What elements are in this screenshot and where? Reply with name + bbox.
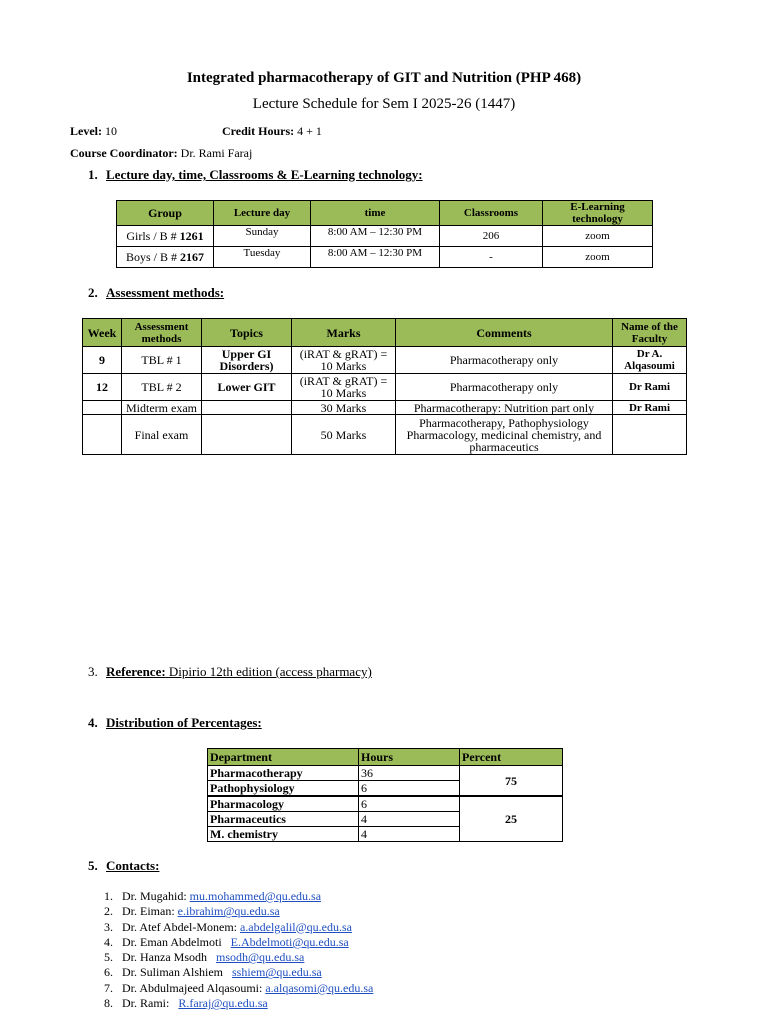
email-link[interactable]: e.ibrahim@qu.edu.sa <box>177 904 280 919</box>
group-cell: Boys / B # 2167 <box>117 247 214 268</box>
section1-heading: 1. Lecture day, time, Classrooms & E-Learning technology: <box>88 167 423 182</box>
lecture-day-cell: Sunday <box>214 226 311 247</box>
table-header-row <box>83 319 687 347</box>
time-cell: 8:00 AM – 12:30 PM <box>311 226 440 247</box>
col-header: Lecture day <box>214 201 311 226</box>
classroom-cell: 206 <box>440 226 543 247</box>
percent-cell: 25 <box>460 796 563 842</box>
section4-heading: 4. Distribution of Percentages: <box>88 715 262 730</box>
table-row <box>83 401 687 415</box>
col-header: Percent <box>460 749 563 766</box>
method-cell: Midterm exam <box>122 401 202 415</box>
email-link[interactable]: a.abdelgalil@qu.edu.sa <box>239 919 352 934</box>
list-item: 5. Dr. Hanza Msodh msodh@qu.edu.sa <box>104 950 305 965</box>
topic-cell: Upper GI Disorders) <box>202 347 292 374</box>
faculty-cell: Dr Rami <box>613 401 687 415</box>
coordinator-line <box>70 146 252 161</box>
classroom-cell: - <box>440 247 543 268</box>
hours-cell: 6 <box>359 796 460 812</box>
col-header: Comments <box>396 319 613 347</box>
coordinator-value: Dr. Rami Faraj <box>180 146 253 160</box>
credit-hours-value: 4 + 1 <box>297 124 322 138</box>
contacts-list <box>104 889 373 1011</box>
marks-cell: (iRAT & gRAT) = 10 Marks <box>292 347 396 374</box>
table-row <box>208 766 563 781</box>
week-cell <box>83 401 122 415</box>
section5-heading: 5. Contacts: <box>88 858 160 873</box>
marks-cell: 50 Marks <box>292 415 396 455</box>
list-item: 8. Dr. Rami: R.faraj@qu.edu.sa <box>104 996 268 1011</box>
department-cell: Pathophysiology <box>208 781 359 797</box>
method-cell: TBL # 1 <box>122 347 202 374</box>
comments-cell: Pharmacotherapy only <box>396 347 613 374</box>
col-header: Assessment methods <box>122 319 202 347</box>
table-row <box>83 347 687 374</box>
method-cell: Final exam <box>122 415 202 455</box>
document-title: Integrated pharmacotherapy of GIT and Nutrition (PHP 468) <box>186 70 582 86</box>
list-item: 6. Dr. Suliman Alshiem sshiem@qu.edu.sa <box>104 965 322 980</box>
document-subtitle: Lecture Schedule for Sem I 2025-26 (1447) <box>252 96 516 112</box>
group-cell: Girls / B # 1261 <box>117 226 214 247</box>
table-row <box>117 247 653 268</box>
distribution-table <box>207 748 563 842</box>
col-header: Topics <box>202 319 292 347</box>
col-header: Week <box>83 319 122 347</box>
level-value: 10 <box>105 124 117 138</box>
elearning-cell: zoom <box>543 226 653 247</box>
elearning-cell: zoom <box>543 247 653 268</box>
week-cell: 12 <box>83 374 122 401</box>
email-link[interactable]: mu.mohammed@qu.edu.sa <box>189 889 322 903</box>
percent-cell: 75 <box>460 766 563 797</box>
topic-cell <box>202 415 292 455</box>
reference-value: Dipirio 12th edition (access pharmacy) <box>168 664 372 679</box>
table-header-row <box>117 201 653 226</box>
faculty-cell <box>613 415 687 455</box>
department-cell: Pharmacotherapy <box>208 766 359 781</box>
table-row <box>83 415 687 455</box>
marks-cell: (iRAT & gRAT) = 10 Marks <box>292 374 396 401</box>
credit-hours-line <box>222 124 322 139</box>
hours-cell: 4 <box>359 812 460 827</box>
hours-cell: 36 <box>359 766 460 781</box>
coordinator-label: Course Coordinator: <box>70 146 178 160</box>
list-item: 2. Dr. Eiman: e.ibrahim@qu.edu.sa <box>104 904 280 919</box>
hours-cell: 6 <box>359 781 460 797</box>
reference-label: Reference: <box>106 664 166 679</box>
hours-cell: 4 <box>359 827 460 842</box>
col-header: Name of the Faculty <box>613 319 687 347</box>
level-line <box>70 124 117 139</box>
faculty-cell: Dr Rami <box>613 374 687 401</box>
list-item: 7. Dr. Abdulmajeed Alqasoumi: a.alqasomi@qu.edu.sa <box>104 980 374 995</box>
email-link[interactable]: E.Abdelmoti@qu.edu.sa <box>230 934 349 949</box>
table-header-row <box>208 749 563 766</box>
time-cell: 8:00 AM – 12:30 PM <box>311 247 440 268</box>
table-row <box>83 374 687 401</box>
department-cell: Pharmaceutics <box>208 812 359 827</box>
topic-cell: Lower GIT <box>202 374 292 401</box>
section2-heading: 2. Assessment methods: <box>88 285 225 300</box>
col-header: Classrooms <box>440 201 543 226</box>
comments-cell: Pharmacotherapy, Pathophysiology Pharmacology, medicinal chemistry, and pharmaceutics <box>396 415 613 455</box>
list-item: 4. Dr. Eman Abdelmoti E.Abdelmoti@qu.edu.sa <box>104 934 349 949</box>
credit-hours-label: Credit Hours: <box>222 124 295 138</box>
email-link[interactable]: R.faraj@qu.edu.sa <box>178 996 268 1011</box>
table-row <box>117 226 653 247</box>
email-link[interactable]: msodh@qu.edu.sa <box>215 950 305 965</box>
list-item: 1. Dr. Mugahid: mu.mohammed@qu.edu.sa <box>104 889 322 903</box>
department-cell: M. chemistry <box>208 827 359 842</box>
list-item: 3. Dr. Atef Abdel-Monem: a.abdelgalil@qu.edu.sa <box>104 919 352 934</box>
lecture-day-cell: Tuesday <box>214 247 311 268</box>
email-link[interactable]: sshiem@qu.edu.sa <box>232 965 322 980</box>
level-label: Level: <box>70 124 102 138</box>
col-header: time <box>311 201 440 226</box>
table-row <box>208 796 563 812</box>
col-header: E-Learning technology <box>543 201 653 226</box>
topic-cell <box>202 401 292 415</box>
faculty-cell: Dr A. Alqasoumi <box>613 347 687 374</box>
comments-cell: Pharmacotherapy only <box>396 374 613 401</box>
section3-reference: 3. Reference: Dipirio 12th edition (access pharmacy) <box>88 664 372 679</box>
marks-cell: 30 Marks <box>292 401 396 415</box>
assessment-methods-table <box>82 318 687 455</box>
week-cell <box>83 415 122 455</box>
lecture-schedule-table <box>116 200 653 268</box>
col-header: Group <box>117 201 214 226</box>
col-header: Department <box>208 749 359 766</box>
col-header: Hours <box>359 749 460 766</box>
method-cell: TBL # 2 <box>122 374 202 401</box>
comments-cell: Pharmacotherapy: Nutrition part only <box>396 401 613 415</box>
department-cell: Pharmacology <box>208 796 359 812</box>
col-header: Marks <box>292 319 396 347</box>
week-cell: 9 <box>83 347 122 374</box>
email-link[interactable]: a.alqasomi@qu.edu.sa <box>265 980 374 995</box>
